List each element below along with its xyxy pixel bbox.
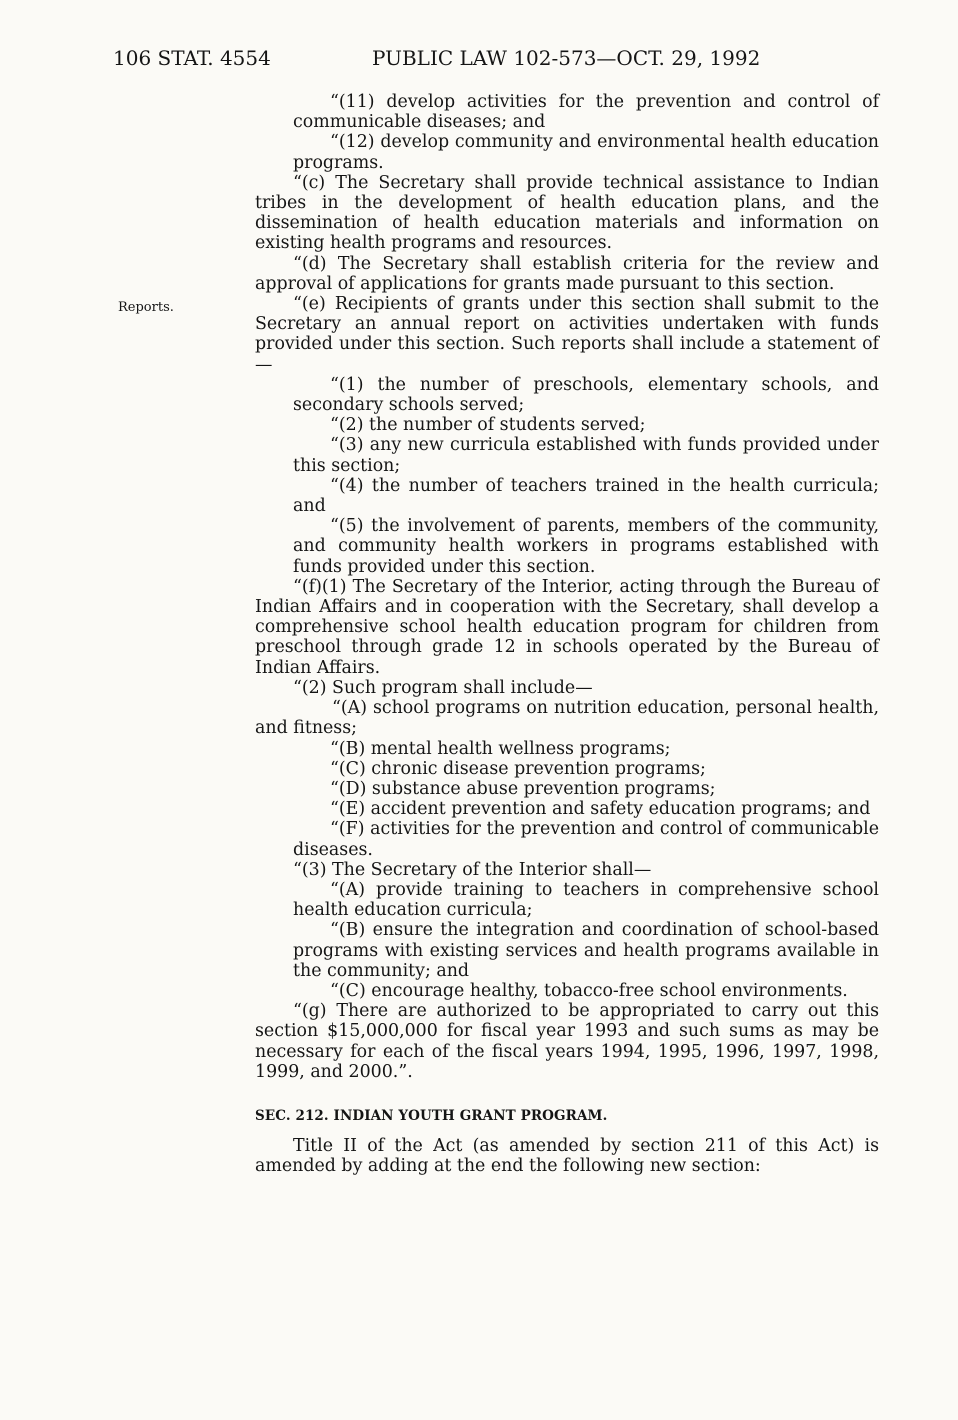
paragraph: “(12) develop community and environmental health education programs. xyxy=(293,132,879,173)
paragraph: “(2) the number of students served; xyxy=(330,415,646,436)
paragraph: “(5) the involvement of parents, members of the community, and community health workers in programs established with funds provided under this section. xyxy=(293,516,879,577)
paragraph: “(f)(1) The Secretary of the Interior, acting through the Bureau of Indian Affairs and in cooperation with the Secretary, shall develop a comprehensive school health education program for children from preschool through grade 12 in schools operated by the Bureau of Indian Affairs. xyxy=(255,576,879,678)
paragraph: “(e) Recipients of grants under this section shall submit to the Secretary an annual report on activities undertaken with funds provided under this section. Such reports shall include a statement of— xyxy=(255,294,879,375)
section-heading: SEC. 212. INDIAN YOUTH GRANT PROGRAM. xyxy=(255,1107,608,1124)
paragraph: “(C) chronic disease prevention programs; xyxy=(330,758,706,779)
section-text: Title II of the Act (as amended by section 211 of this Act) is amended by adding at the end the following new section: xyxy=(255,1136,879,1177)
paragraph: “(11) develop activities for the prevention and control of communicable diseases; and xyxy=(293,92,879,133)
paragraph: “(2) Such program shall include— xyxy=(293,677,593,698)
margin-note: Reports. xyxy=(118,300,174,315)
paragraph: “(E) accident prevention and safety education programs; and xyxy=(330,799,871,820)
paragraph: “(B) mental health wellness programs; xyxy=(330,738,671,759)
paragraph: “(A) school programs on nutrition education, personal health, and fitness; xyxy=(255,698,879,739)
paragraph: “(1) the number of preschools, elementary schools, and secondary schools served; xyxy=(293,374,879,416)
paragraph: “(F) activities for the prevention and control of communicable diseases. xyxy=(293,819,879,860)
paragraph: “(D) substance abuse prevention programs; xyxy=(330,778,716,799)
paragraph: “(d) The Secretary shall establish criteria for the review and approval of applications for grants made pursuant to this section. xyxy=(255,253,879,294)
paragraph: “(C) encourage healthy, tobacco-free school environments. xyxy=(330,980,848,1001)
paragraph: “(A) provide training to teachers in comprehensive school health education curricula; xyxy=(293,879,879,921)
paragraph: “(c) The Secretary shall provide technical assistance to Indian tribes in the development of health education plans, and the dissemination of health education materials and information on existing health programs and resources. xyxy=(255,172,879,254)
paragraph: “(B) ensure the integration and coordination of school-based programs with existing services and health programs available in the community; and xyxy=(293,920,879,981)
page-header-stat: 106 STAT. 4554 xyxy=(113,46,271,70)
paragraph: “(g) There are authorized to be appropriated to carry out this section $15,000,000 for fiscal year 1993 and such sums as may be necessary for each of the fiscal years 1994, 1995, 1996, 1997, 1998, 1999, and 2000.”. xyxy=(255,1001,879,1082)
page-header-title: PUBLIC LAW 102-573—OCT. 29, 1992 xyxy=(372,46,761,70)
document-body xyxy=(255,92,879,1177)
paragraph: “(3) any new curricula established with funds provided under this section; xyxy=(293,435,879,476)
paragraph: “(3) The Secretary of the Interior shall— xyxy=(293,859,652,880)
paragraph: “(4) the number of teachers trained in the health curricula; and xyxy=(293,475,879,517)
